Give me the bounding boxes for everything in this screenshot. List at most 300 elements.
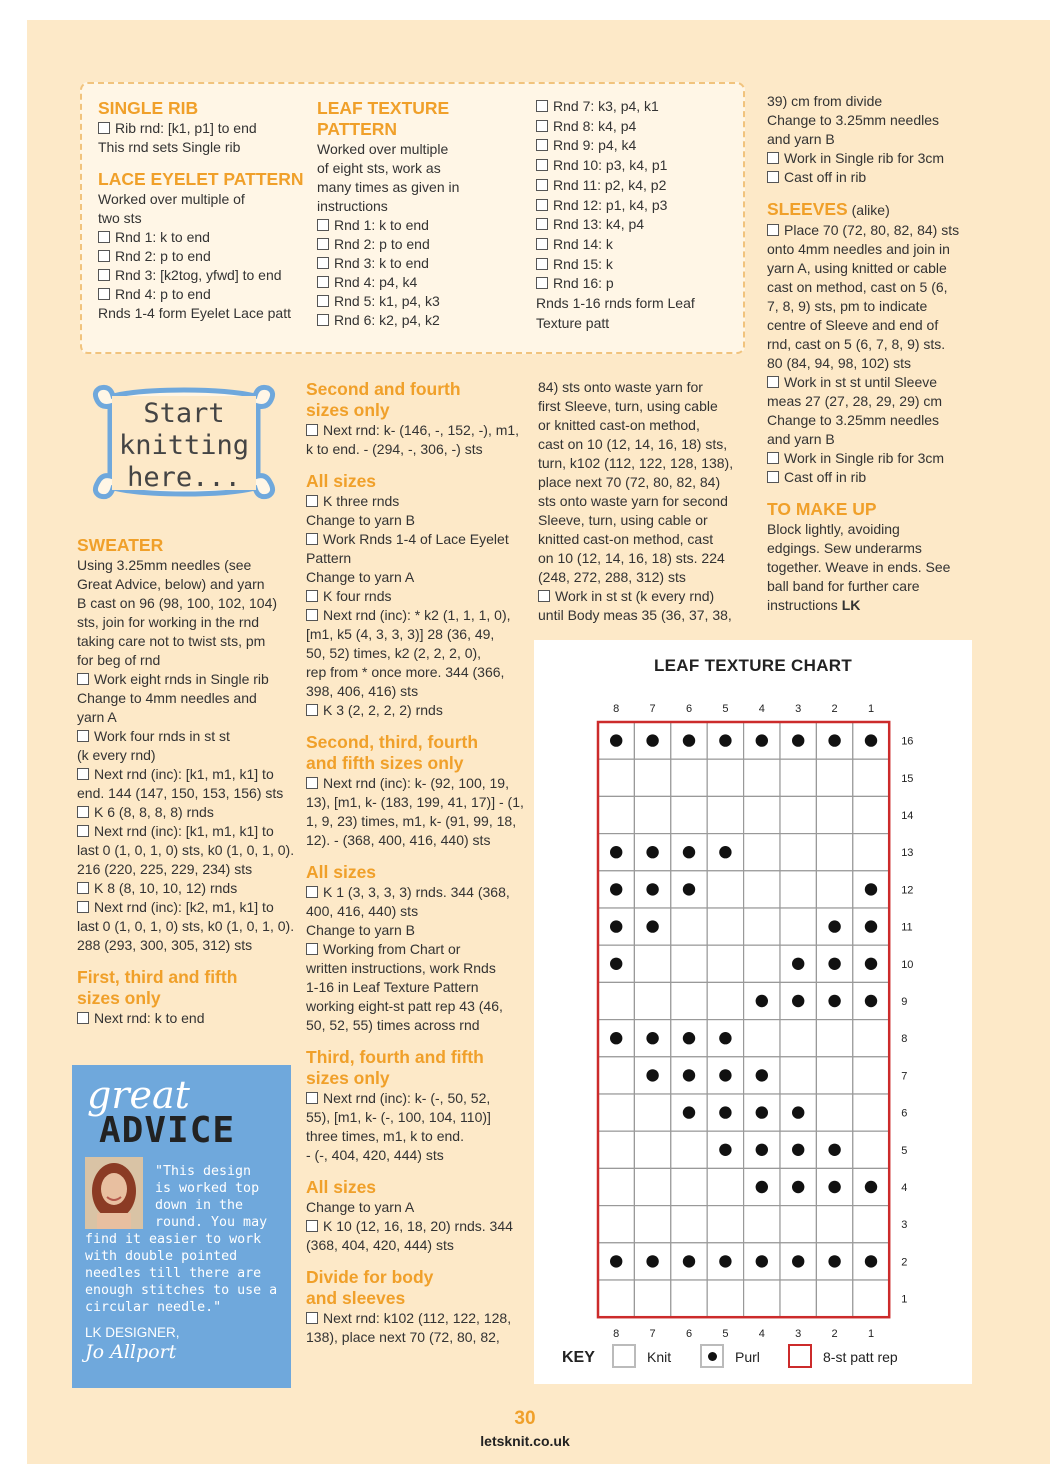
chart-cell [816, 759, 852, 796]
chart-cell [780, 1020, 816, 1057]
sleeves-step: Place 70 (72, 80, 82, 84) sts [767, 221, 982, 240]
leaf-round: Rnd 6: k2, p4, k2 [317, 311, 527, 330]
chart-cell [598, 1094, 634, 1131]
col2-text: Change to yarn B [306, 922, 415, 938]
row-label: 2 [901, 1256, 908, 1269]
leaf-pattern-rounds-cont [536, 97, 736, 333]
chart-cell [780, 1280, 816, 1317]
single-rib-section [98, 98, 308, 323]
great-advice-box [72, 1065, 291, 1388]
chart-cell [853, 1094, 889, 1131]
purl-stitch-dot [756, 734, 768, 746]
start-knitting-text [78, 398, 290, 494]
purl-stitch-dot [683, 1069, 695, 1081]
chart-cell [816, 1206, 852, 1243]
chart-cell [744, 871, 780, 908]
chart-cell [671, 1131, 707, 1168]
chart-cell [598, 1168, 634, 1205]
purl-stitch-dot [756, 1181, 768, 1193]
purl-stitch-dot [792, 1255, 804, 1267]
sweater-text: sts, join for working in the rnd [77, 614, 260, 630]
column-label-top: 5 [722, 703, 729, 715]
lace-round: Rnd 1: k to end [98, 228, 308, 247]
sweater-text: end. 144 (147, 150, 153, 156) sts [77, 785, 284, 801]
leaf-round: Rnd 11: p2, k4, p2 [536, 176, 736, 196]
sleeves-text: onto 4mm needles and join in [767, 241, 950, 257]
purl-stitch-dot [646, 1069, 658, 1081]
chart-cell [707, 908, 743, 945]
col2-step: Work Rnds 1-4 of Lace Eyelet [306, 530, 526, 549]
second-fourth-heading: Second and fourth [306, 379, 461, 399]
chart-cell [634, 796, 670, 833]
col2-text: Change to yarn A [306, 569, 415, 585]
purl-stitch-dot [719, 1144, 731, 1156]
sleeves-text: yarn A, using knitted or cable [767, 260, 947, 276]
chart-cell [598, 1131, 634, 1168]
chart-cell [707, 1206, 743, 1243]
key-rep-label: 8-st patt rep [823, 1349, 898, 1365]
col2-text: 1, 9, 23) times, m1, k- (91, 99, 18, [306, 813, 517, 829]
col2-step: Next rnd (inc): * k2 (1, 1, 1, 0), [306, 606, 526, 625]
chart-cell [671, 1206, 707, 1243]
quote-line: with double pointed [85, 1249, 238, 1264]
col2-text: Change to yarn A [306, 1199, 415, 1215]
col3-text: 84) sts onto waste yarn for [538, 379, 703, 395]
lace-note: Rnds 1-4 form Eyelet Lace patt [98, 305, 291, 321]
col3-text: sts onto waste yarn for second [538, 493, 728, 509]
sweater-text: (k every rnd) [77, 747, 156, 763]
row-label: 13 [901, 847, 914, 860]
chart-cell [634, 1168, 670, 1205]
purl-stitch-dot [719, 1069, 731, 1081]
column-two [306, 379, 526, 1347]
quote-line: circular needle." [85, 1300, 222, 1315]
purl-stitch-dot [828, 1255, 840, 1267]
purl-stitch-dot [646, 1032, 658, 1044]
start-line: here... [127, 462, 241, 493]
purl-stitch-dot [646, 1255, 658, 1267]
designer-label: LK DESIGNER, [85, 1325, 180, 1340]
chart-cell [816, 1057, 852, 1094]
leaf-round: Rnd 15: k [536, 255, 736, 275]
column-label-top: 4 [758, 703, 765, 715]
quote-line: is worked top [155, 1181, 260, 1196]
quote-line: find it easier to work [85, 1232, 262, 1247]
row-label: 16 [901, 735, 914, 748]
sweater-text: taking care not to twist sts, pm [77, 633, 266, 649]
column-label-top: 6 [685, 703, 693, 715]
purl-stitch-dot [610, 1255, 622, 1267]
purl-stitch-dot [756, 1069, 768, 1081]
single-rib-heading: SINGLE RIB [98, 98, 199, 118]
chart-cell [744, 759, 780, 796]
lace-round: Rnd 4: p to end [98, 285, 308, 304]
col2-text: 50, 52, 55) times across rnd [306, 1017, 480, 1033]
leaf-round: Rnd 10: p3, k4, p1 [536, 156, 736, 176]
leaf-round: Rnd 8: k4, p4 [536, 117, 736, 137]
col2-text: 50, 52) times, k2 (2, 2, 2, 0), [306, 645, 482, 661]
leaf-intro: instructions [317, 198, 388, 214]
col2-step: K three rnds [306, 492, 526, 511]
purl-stitch-dot [683, 734, 695, 746]
col2-step: Working from Chart or [306, 940, 526, 959]
make-up-text: together. Weave in ends. See [767, 559, 951, 575]
purl-stitch-dot [828, 734, 840, 746]
purl-stitch-dot [610, 920, 622, 932]
key-purl-label: Purl [735, 1349, 760, 1365]
sleeves-heading [767, 199, 982, 221]
col3-text: first Sleeve, turn, using cable [538, 398, 718, 414]
lk-sign: LK [841, 597, 861, 613]
chart-cell [780, 908, 816, 945]
leaf-round: Rnd 1: k to end [317, 216, 527, 235]
purl-stitch-dot [756, 995, 768, 1007]
designer-signature: Jo Allport [85, 1341, 177, 1363]
lace-round: Rnd 3: [k2tog, yfwd] to end [98, 266, 308, 285]
chart-cell [744, 834, 780, 871]
leaf-round: Rnd 4: p4, k4 [317, 273, 527, 292]
leaf-pattern-heading: PATTERN [317, 119, 398, 139]
chart-cell [853, 1206, 889, 1243]
purl-stitch-dot [865, 883, 877, 895]
chart-cell [853, 1131, 889, 1168]
key-knit-label: Knit [647, 1349, 672, 1365]
body-text: and yarn B [767, 131, 835, 147]
chart-cell [634, 982, 670, 1019]
column-label-bottom: 8 [613, 1328, 620, 1341]
third-fourth-heading: Third, fourth and fifth [306, 1047, 484, 1067]
purl-stitch-dot [792, 995, 804, 1007]
chart-cell [598, 796, 634, 833]
purl-stitch-dot [646, 920, 658, 932]
leaf-round: Rnd 12: p1, k4, p3 [536, 196, 736, 216]
purl-stitch-dot [865, 734, 877, 746]
col2-step: K four rnds [306, 587, 526, 606]
chart-cell [634, 1206, 670, 1243]
lace-intro: Worked over multiple of [98, 191, 245, 207]
column-label-bottom: 2 [831, 1328, 838, 1341]
purl-stitch-dot [756, 1255, 768, 1267]
chart-cell [671, 1168, 707, 1205]
chart-cell [744, 796, 780, 833]
leaf-round: Rnd 3: k to end [317, 254, 527, 273]
sleeves-text: cast on method, cast on 5 (6, [767, 279, 948, 295]
chart-cell [707, 871, 743, 908]
chart-cell [634, 1280, 670, 1317]
sweater-text: last 0 (1, 0, 1, 0) sts, k0 (1, 0, 1, 0). [77, 842, 295, 858]
purl-stitch-dot [865, 920, 877, 932]
row-label: 5 [901, 1144, 908, 1157]
key-purl-swatch [700, 1344, 724, 1368]
leaf-round: Rnd 13: k4, p4 [536, 215, 736, 235]
purl-stitch-dot [792, 734, 804, 746]
sweater-text: for beg of rnd [77, 652, 161, 668]
chart-cell [671, 759, 707, 796]
leaf-round: Rnd 7: k3, p4, k1 [536, 97, 736, 117]
purl-dot-icon [708, 1352, 717, 1361]
col2-text: [m1, k5 (4, 3, 3, 3)] 28 (36, 49, [306, 626, 495, 642]
column-three [538, 378, 753, 625]
chart-grid [534, 640, 972, 1384]
col2-step: K 3 (2, 2, 2, 2) rnds [306, 701, 526, 720]
chart-cell [707, 796, 743, 833]
sweater-step: Work eight rnds in Single rib [77, 670, 292, 689]
make-up-text: Block lightly, avoiding [767, 521, 900, 537]
chart-cell [598, 1206, 634, 1243]
leaf-texture-chart [534, 640, 972, 1384]
chart-cell [744, 908, 780, 945]
column-label-top: 2 [831, 703, 838, 715]
col2-text: 400, 416, 440) sts [306, 903, 419, 919]
purl-stitch-dot [683, 1255, 695, 1267]
lace-round: Rnd 2: p to end [98, 247, 308, 266]
row-label: 11 [901, 921, 913, 934]
purl-stitch-dot [792, 958, 804, 970]
divide-heading: Divide for body [306, 1267, 434, 1287]
body-step: Work in Single rib for 3cm [767, 149, 982, 168]
sweater-text: 216 (220, 225, 229, 234) sts [77, 861, 253, 877]
chart-cell [671, 1280, 707, 1317]
col3-text: turn, k102 (112, 122, 128, 138), [538, 455, 734, 471]
purl-stitch-dot [610, 734, 622, 746]
leaf-intro: of eight sts, work as [317, 160, 441, 176]
leaf-round: Rnd 14: k [536, 235, 736, 255]
chart-cell [707, 1168, 743, 1205]
leaf-round: Rnd 5: k1, p4, k3 [317, 292, 527, 311]
make-up-text: ball band for further care [767, 578, 920, 594]
row-label: 15 [901, 772, 914, 785]
purl-stitch-dot [719, 846, 731, 858]
col3-text: or knitted cast-on method, [538, 417, 700, 433]
sleeves-heading-text: SLEEVES [767, 199, 848, 219]
column-label-bottom: 6 [685, 1328, 693, 1341]
quote-line: round. You may [155, 1215, 268, 1230]
purl-stitch-dot [828, 920, 840, 932]
divide-heading: and sleeves [306, 1288, 406, 1308]
single-rib-step: Rib rnd: [k1, p1] to end [98, 119, 308, 138]
start-knitting-badge [78, 372, 290, 512]
key-knit-swatch [612, 1344, 636, 1368]
purl-stitch-dot [719, 1255, 731, 1267]
row-label: 8 [901, 1033, 908, 1046]
lace-intro: two sts [98, 210, 142, 226]
chart-cell [780, 759, 816, 796]
col3-step: Work in st st (k every rnd) [538, 587, 753, 606]
sweater-step: Next rnd (inc): [k2, m1, k1] to [77, 898, 292, 917]
purl-stitch-dot [646, 846, 658, 858]
row-label: 3 [901, 1219, 908, 1232]
sleeves-text: Change to 3.25mm needles [767, 412, 939, 428]
first-third-step: Next rnd: k to end [77, 1009, 292, 1028]
quote-line: "This design [155, 1164, 252, 1179]
website-url[interactable]: letsknit.co.uk [480, 1433, 570, 1449]
sweater-step: K 6 (8, 8, 8, 8) rnds [77, 803, 292, 822]
chart-cell [780, 796, 816, 833]
purl-stitch-dot [792, 1181, 804, 1193]
chart-cell [744, 1280, 780, 1317]
advice-heading: ADVICE [99, 1110, 236, 1151]
purl-stitch-dot [828, 958, 840, 970]
column-label-top: 3 [795, 703, 802, 715]
purl-stitch-dot [792, 1144, 804, 1156]
sweater-step: Next rnd (inc): [k1, m1, k1] to [77, 822, 292, 841]
chart-cell [816, 834, 852, 871]
start-line: knitting [118, 430, 250, 461]
purl-stitch-dot [646, 734, 658, 746]
make-up-text: instructions [767, 597, 838, 613]
col2-text: 55), [m1, k- (-, 100, 104, 110)] [306, 1109, 491, 1125]
make-up-text: edgings. Sew underarms [767, 540, 922, 556]
chart-cell [598, 759, 634, 796]
body-text: Change to 3.25mm needles [767, 112, 939, 128]
purl-stitch-dot [683, 846, 695, 858]
chart-cell [853, 1020, 889, 1057]
column-label-top: 7 [649, 703, 656, 715]
row-label: 9 [901, 996, 908, 1008]
row-label: 6 [901, 1107, 908, 1120]
purl-stitch-dot [719, 1106, 731, 1118]
column-label-top: 1 [867, 703, 875, 715]
purl-stitch-dot [828, 1181, 840, 1193]
sleeves-text: and yarn B [767, 431, 835, 447]
chart-cell [816, 796, 852, 833]
sleeves-text: meas 27 (27, 28, 29, 29) cm [767, 393, 943, 409]
chart-cell [598, 1280, 634, 1317]
col2-step: Next rnd (inc): k- (92, 100, 19, [306, 774, 526, 793]
col2-text: 13), [m1, k- (183, 199, 41, 17)] - (1, [306, 794, 524, 810]
make-up-heading: TO MAKE UP [767, 499, 877, 519]
sweater-section [77, 535, 295, 1028]
body-step: Cast off in rib [767, 168, 982, 187]
sweater-text: last 0 (1, 0, 1, 0) sts, k0 (1, 0, 1, 0). [77, 918, 295, 934]
advice-quote [85, 1163, 285, 1316]
chart-cell [598, 982, 634, 1019]
chart-cell [634, 1131, 670, 1168]
purl-stitch-dot [865, 1181, 877, 1193]
col3-text: place next 70 (72, 80, 82, 84) [538, 474, 721, 490]
sleeves-text: 7, 8, 9) sts, pm to indicate [767, 298, 928, 314]
column-label-bottom: 1 [867, 1328, 875, 1341]
purl-stitch-dot [828, 1144, 840, 1156]
row-label: 1 [901, 1293, 908, 1306]
first-third-heading: First, third and fifth [77, 967, 238, 987]
purl-stitch-dot [683, 1106, 695, 1118]
quote-line: needles till there are [85, 1266, 262, 1281]
leaf-round: Rnd 9: p4, k4 [536, 136, 736, 156]
sleeves-text: rnd, cast on 5 (6, 7, 8, 9) sts. [767, 336, 946, 352]
third-fourth-heading: sizes only [306, 1068, 390, 1088]
purl-stitch-dot [719, 1032, 731, 1044]
single-rib-note: This rnd sets Single rib [98, 139, 241, 155]
chart-cell [707, 982, 743, 1019]
leaf-pattern-heading: LEAF TEXTURE [317, 98, 450, 118]
column-label-bottom: 5 [722, 1328, 729, 1341]
leaf-pattern-section [317, 98, 527, 330]
leaf-round: Rnd 2: p to end [317, 235, 527, 254]
sleeves-heading-sub: (alike) [847, 202, 890, 218]
col2-text: 398, 406, 416) sts [306, 683, 419, 699]
chart-cell [816, 1020, 852, 1057]
sweater-step: Next rnd (inc): [k1, m1, k1] to [77, 765, 292, 784]
col3-text: knitted cast-on method, cast [538, 531, 714, 547]
chart-cell [671, 945, 707, 982]
leaf-note: Rnds 1-16 rnds form Leaf [536, 295, 695, 312]
purl-stitch-dot [610, 958, 622, 970]
purl-stitch-dot [610, 1032, 622, 1044]
col2-step: Next rnd: k102 (112, 122, 128, [306, 1309, 526, 1328]
purl-stitch-dot [865, 958, 877, 970]
chart-cell [853, 834, 889, 871]
sweater-step: Work four rnds in st st [77, 727, 292, 746]
sleeves-step: Work in st st until Sleeve [767, 373, 982, 392]
lace-heading: LACE EYELET PATTERN [98, 169, 304, 189]
second-third-heading: Second, third, fourth [306, 732, 479, 752]
sleeves-step: Work in Single rib for 3cm [767, 449, 982, 468]
chart-cell [744, 1020, 780, 1057]
col2-text: 12). - (368, 400, 416, 440) sts [306, 832, 491, 848]
col2-step: K 1 (3, 3, 3, 3) rnds. 344 (368, [306, 883, 526, 902]
col2-step: Next rnd: k- (146, -, 152, -), m1, [306, 421, 526, 440]
col3-text: cast on 10 (12, 14, 16, 18) sts, [538, 436, 728, 452]
column-label-bottom: 7 [649, 1328, 656, 1341]
make-up-last-line [767, 596, 982, 615]
col2-text: k to end. - (294, -, 306, -) sts [306, 441, 483, 457]
sleeves-text: centre of Sleeve and end of [767, 317, 939, 333]
row-label: 10 [901, 958, 914, 971]
purl-stitch-dot [683, 1032, 695, 1044]
chart-cell [816, 1094, 852, 1131]
chart-cell [707, 945, 743, 982]
sweater-step: K 8 (8, 10, 10, 12) rnds [77, 879, 292, 898]
chart-cell [671, 982, 707, 1019]
sweater-text: B cast on 96 (98, 100, 102, 104) [77, 595, 278, 611]
start-line: Start [143, 398, 225, 429]
chart-cell [671, 796, 707, 833]
chart-title: LEAF TEXTURE CHART [653, 656, 853, 675]
chart-cell [853, 1057, 889, 1094]
purl-stitch-dot [792, 1106, 804, 1118]
chart-cell [634, 945, 670, 982]
col2-step: Next rnd (inc): k- (-, 50, 52, [306, 1089, 526, 1108]
all-sizes-heading: All sizes [306, 471, 377, 491]
purl-stitch-dot [756, 1106, 768, 1118]
chart-cell [780, 834, 816, 871]
purl-stitch-dot [719, 734, 731, 746]
leaf-intro: Worked over multiple [317, 141, 449, 157]
row-label: 14 [901, 810, 914, 822]
col2-text: written instructions, work Rnds [306, 960, 496, 976]
col2-text: 138), place next 70 (72, 80, 82, [306, 1329, 500, 1345]
column-label-bottom: 3 [795, 1328, 802, 1341]
row-label: 7 [901, 1070, 908, 1083]
right-column [767, 92, 982, 615]
chart-cell [634, 1094, 670, 1131]
purl-stitch-dot [646, 883, 658, 895]
chart-cell [780, 1206, 816, 1243]
chart-cell [853, 796, 889, 833]
purl-stitch-dot [865, 995, 877, 1007]
body-text: 39) cm from divide [767, 93, 883, 109]
sweater-text: Using 3.25mm needles (see [77, 557, 252, 573]
page-number: 30 [514, 1408, 536, 1429]
column-label-top: 8 [613, 703, 620, 715]
col2-text: Pattern [306, 550, 352, 566]
purl-stitch-dot [610, 883, 622, 895]
leaf-note: Texture patt [536, 314, 610, 331]
purl-stitch-dot [683, 883, 695, 895]
first-third-heading: sizes only [77, 988, 161, 1008]
chart-cell [816, 871, 852, 908]
